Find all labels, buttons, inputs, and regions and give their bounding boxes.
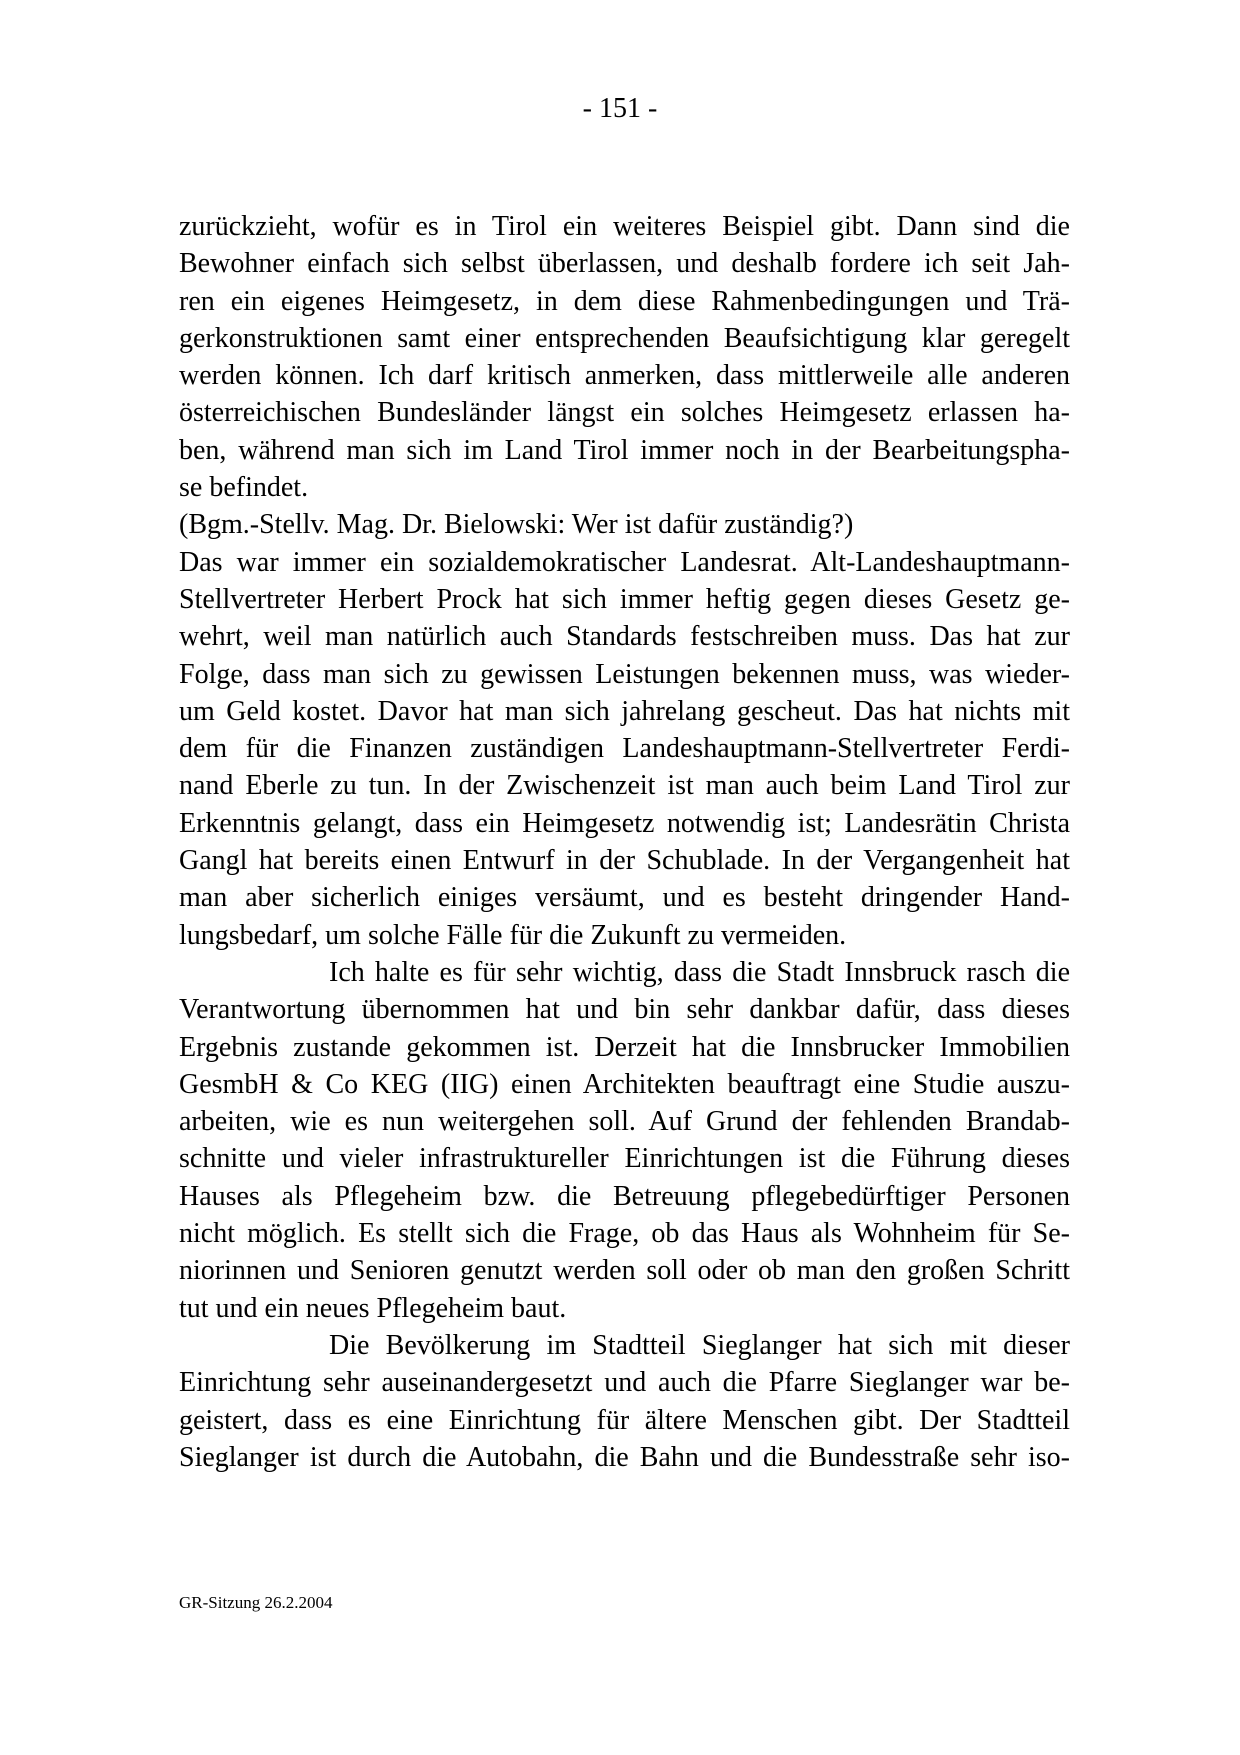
text-line: Sieglanger ist durch die Autobahn, die Bahn und die Bundesstraße sehr iso- [179,1441,1070,1473]
text-line: dem für die Finanzen zuständigen Landeshauptmann-Stellvertreter Ferdi- [179,733,1070,765]
text-line: Gangl hat bereits einen Entwurf in der Schublade. In der Vergangenheit hat [179,845,1070,877]
text-line: Erkenntnis gelangt, dass ein Heimgesetz notwendig ist; Landesrätin Christa [179,807,1070,839]
paragraph [179,208,1070,506]
text-line: Bewohner einfach sich selbst überlassen, und deshalb fordere ich seit Jah- [179,248,1070,280]
text-line: Einrichtung sehr auseinandergesetzt und auch die Pfarre Sieglanger war be- [179,1367,1070,1399]
text-line: nand Eberle zu tun. In der Zwischenzeit ist man auch beim Land Tirol zur [179,770,1070,802]
paragraph [179,1327,1070,1476]
text-line: se befindet. [179,472,309,504]
text-line: Ich halte es für sehr wichtig, dass die Stadt Innsbruck rasch die [329,956,1070,988]
text-line: Das war immer ein sozialdemokratischer Landesrat. Alt-Landeshauptmann- [179,546,1070,578]
text-line: man aber sicherlich einiges versäumt, und es besteht dringender Hand- [179,882,1070,914]
text-line: lungsbedarf, um solche Fälle für die Zukunft zu vermeiden. [179,919,847,951]
text-line: um Geld kostet. Davor hat man sich jahrelang gescheut. Das hat nichts mit [179,695,1070,727]
footer-session-date: GR-Sitzung 26.2.2004 [179,1593,333,1612]
text-line: Stellvertreter Herbert Prock hat sich immer heftig gegen dieses Gesetz ge- [179,583,1070,615]
text-line: ren ein eigenes Heimgesetz, in dem diese Rahmenbedingungen und Trä- [179,285,1070,317]
text-line: österreichischen Bundesländer längst ein solches Heimgesetz erlassen ha- [179,397,1070,429]
paragraph [179,506,1070,543]
text-line: tut und ein neues Pflegeheim baut. [179,1292,567,1324]
text-line: schnitte und vieler infrastruktureller Einrichtungen ist die Führung dieses [179,1143,1070,1175]
text-line: Verantwortung übernommen hat und bin sehr dankbar dafür, dass dieses [179,994,1070,1026]
text-line: werden können. Ich darf kritisch anmerken, dass mittlerweile alle anderen [179,360,1070,392]
page-number: - 151 - [582,93,658,124]
text-line: Die Bevölkerung im Stadtteil Sieglanger hat sich mit dieser [329,1329,1070,1361]
paragraph [179,544,1070,954]
text-line: zurückzieht, wofür es in Tirol ein weiteres Beispiel gibt. Dann sind die [179,211,1070,242]
text-line: ben, während man sich im Land Tirol immer noch in der Bearbeitungspha- [179,434,1070,466]
text-line: Ergebnis zustande gekommen ist. Derzeit hat die Innsbrucker Immobilien [179,1031,1070,1063]
text-line: (Bgm.-Stellv. Mag. Dr. Bielowski: Wer ist dafür zuständig?) [179,509,854,541]
text-line: wehrt, weil man natürlich auch Standards festschreiben muss. Das hat zur [179,621,1070,653]
paragraph [179,954,1070,1327]
text-line: GesmbH & Co KEG (IIG) einen Architekten beauftragt eine Studie auszu- [179,1068,1070,1100]
text-line: Folge, dass man sich zu gewissen Leistungen bekennen muss, was wieder- [179,658,1070,690]
text-line: geistert, dass es eine Einrichtung für ältere Menschen gibt. Der Stadtteil [179,1404,1070,1436]
text-line: arbeiten, wie es nun weitergehen soll. Auf Grund der fehlenden Brandab- [179,1106,1070,1138]
text-line: nicht möglich. Es stellt sich die Frage, ob das Haus als Wohnheim für Se- [179,1218,1070,1250]
text-line: gerkonstruktionen samt einer entsprechenden Beaufsichtigung klar geregelt [179,322,1070,354]
text-line: Hauses als Pflegeheim bzw. die Betreuung pflegebedürftiger Personen [179,1180,1070,1212]
body-text [179,208,1070,1476]
text-line: niorinnen und Senioren genutzt werden soll oder ob man den großen Schritt [179,1255,1070,1287]
